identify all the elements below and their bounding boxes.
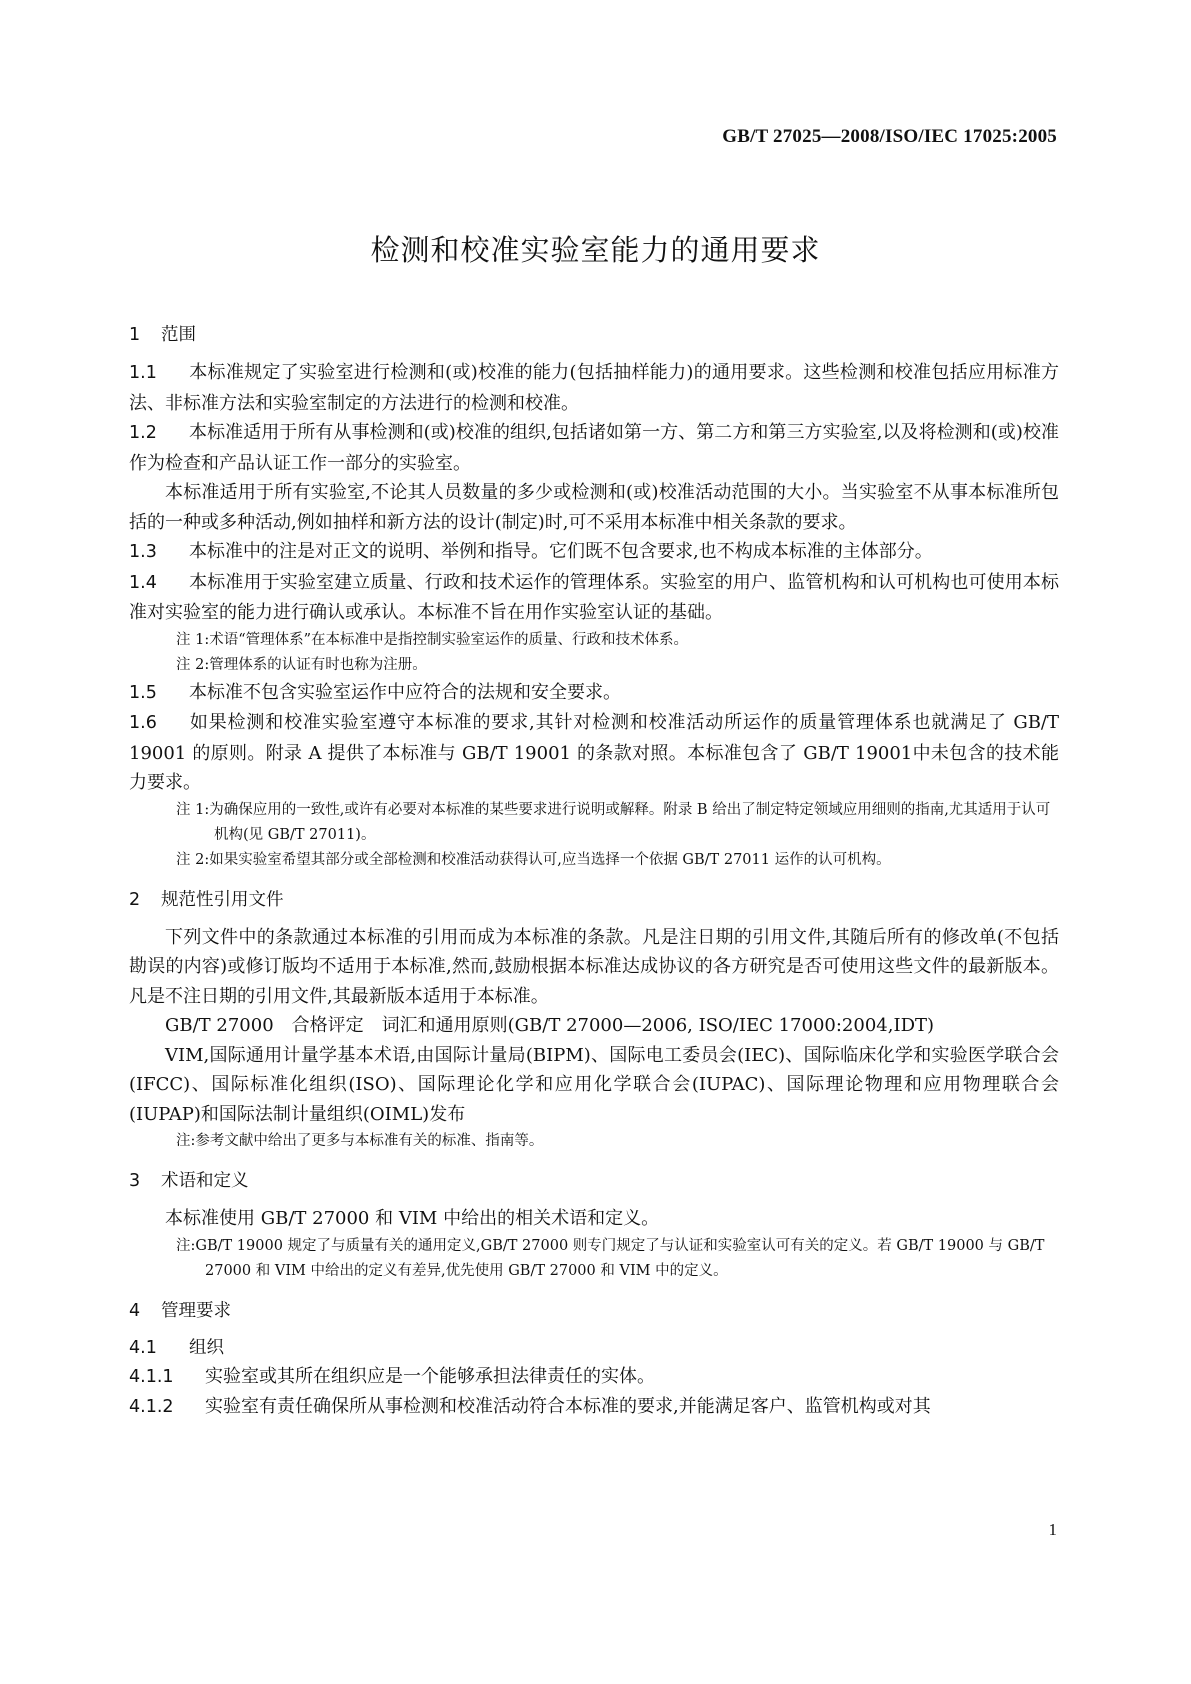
clause-text: 实验室或其所在组织应是一个能够承担法律责任的实体。 [205,1365,655,1387]
note-1-4-2: 注 2:管理体系的认证有时也称为注册。 [176,656,427,673]
subsection-heading-4-1 [129,1334,1059,1362]
clause-number: 4.1.2 [129,1397,174,1417]
section-number: 1 [129,325,141,345]
document-body [129,322,1059,1423]
section-heading-2 [129,887,1059,913]
section-heading-4 [129,1298,1059,1324]
note-1-4-1: 注 1:术语“管理体系”在本标准中是指控制实验室运作的质量、行政和技术体系。 [176,631,689,648]
reference-gbt-27000: GB/T 27000 合格评定 词汇和通用原则(GB/T 27000—2006, ISO/IEC 17000:2004,IDT) [165,1015,935,1036]
standard-code: GB/T 27025—2008/ISO/IEC 17025:2005 [722,126,1057,147]
clause-1-5 [129,678,1059,709]
section-heading-1 [129,322,1059,348]
section-number: 2 [129,889,141,910]
clause-number: 1.4 [129,572,157,593]
normative-references-intro: 下列文件中的条款通过本标准的引用而成为本标准的条款。凡是注日期的引用文件,其随后所有的修改单(不包括勘误的内容)或修订版均不适用于本标准,然而,鼓励根据本标准达成协议的各方研究是否可使用这些文件的最新版本。凡是不注日期的引用文件,其最新版本适用于本标准。 [129,926,1059,1007]
section-heading-3 [129,1168,1059,1194]
clause-number: 1.3 [129,542,157,562]
subsection-number: 4.1 [129,1337,157,1358]
clause-1-2 [129,418,1059,478]
clause-text: 本标准用于实验室建立质量、行政和技术运作的管理体系。实验室的用户、监管机构和认可机构也可使用本标准对实验室的能力进行确认或承认。本标准不旨在用作实验室认证的基础。 [129,571,1059,623]
clause-1-2-paragraph: 本标准适用于所有实验室,不论其人员数量的多少或检测和(或)校准活动范围的大小。当实验室不从事本标准所包括的一种或多种活动,例如抽样和新方法的设计(制定)时,可不采用本标准中相关条款的要求。 [129,482,1059,533]
clause-number: 1.6 [129,713,157,733]
clause-text: 实验室有责任确保所从事检测和校准活动符合本标准的要求,并能满足客户、监管机构或对其 [205,1396,931,1417]
clause-number: 1.1 [129,363,157,383]
clause-4-1-2 [129,1392,1059,1423]
section-title: 管理要求 [161,1300,231,1321]
clause-number: 4.1.1 [129,1366,174,1387]
clause-number: 1.5 [129,682,157,703]
subsection-title: 组织 [189,1337,224,1358]
section-number: 4 [129,1300,141,1321]
section-title: 规范性引用文件 [161,889,284,910]
clause-1-6 [129,708,1059,798]
clause-1-4 [129,568,1059,628]
terms-definitions-text: 本标准使用 GB/T 27000 和 VIM 中给出的相关术语和定义。 [165,1208,660,1229]
note-1-6-2: 注 2:如果实验室希望其部分或全部检测和校准活动获得认可,应当选择一个依据 GB/T 27011 运作的认可机构。 [176,851,891,868]
clause-text: 本标准规定了实验室进行检测和(或)校准的能力(包括抽样能力)的通用要求。这些检测和校准包括应用标准方法、非标准方法和实验室制定的方法进行的检测和校准。 [129,362,1059,414]
document-title: 检测和校准实验室能力的通用要求 [370,233,821,267]
clause-text: 本标准不包含实验室运作中应符合的法规和安全要求。 [189,681,621,703]
section-number: 3 [129,1171,141,1191]
clause-text: 本标准适用于所有从事检测和(或)校准的组织,包括诸如第一方、第二方和第三方实验室,以及将检测和(或)校准作为检查和产品认证工作一部分的实验室。 [129,422,1059,474]
reference-vim: VIM,国际通用计量学基本术语,由国际计量局(BIPM)、国际电工委员会(IEC)、国际临床化学和实验医学联合会(IFCC)、国际标准化组织(ISO)、国际理论化学和应用化学联合会(IUPAC)、国际理论物理和应用物理联合会(IUPAP)和国际法制计量组织(OIML)发布 [129,1044,1059,1125]
clause-1-1 [129,358,1059,418]
clause-text: 如果检测和校准实验室遵守本标准的要求,其针对检测和校准活动所运作的质量管理体系也就满足了 GB/T 19001 的原则。附录 A 提供了本标准与 GB/T 19001 的条款对照。本标准包含了 GB/T 19001中未包含的技术能力要求。 [129,712,1059,793]
clause-number: 1.2 [129,423,157,443]
clause-4-1-1 [129,1362,1059,1393]
note-section-3: 注:GB/T 19000 规定了与质量有关的通用定义,GB/T 27000 则专门规定了与认证和实验室认可有关的定义。若 GB/T 19000 与 GB/T 27000 和 VIM 中给出的定义有差异,优先使用 GB/T 27000 和 VIM 中的定义。 [176,1237,1045,1279]
page-number: 1 [1048,1520,1057,1539]
clause-text: 本标准中的注是对正文的说明、举例和指导。它们既不包含要求,也不构成本标准的主体部分。 [189,541,933,562]
section-title: 范围 [161,325,196,345]
note-1-6-1: 注 1:为确保应用的一致性,或许有必要对本标准的某些要求进行说明或解释。附录 B 给出了制定特定领域应用细则的指南,尤其适用于认可机构(见 GB/T 27011)。 [176,801,1051,843]
clause-1-3 [129,537,1059,568]
note-section-2: 注:参考文献中给出了更多与本标准有关的标准、指南等。 [176,1133,544,1149]
section-title: 术语和定义 [161,1171,249,1191]
